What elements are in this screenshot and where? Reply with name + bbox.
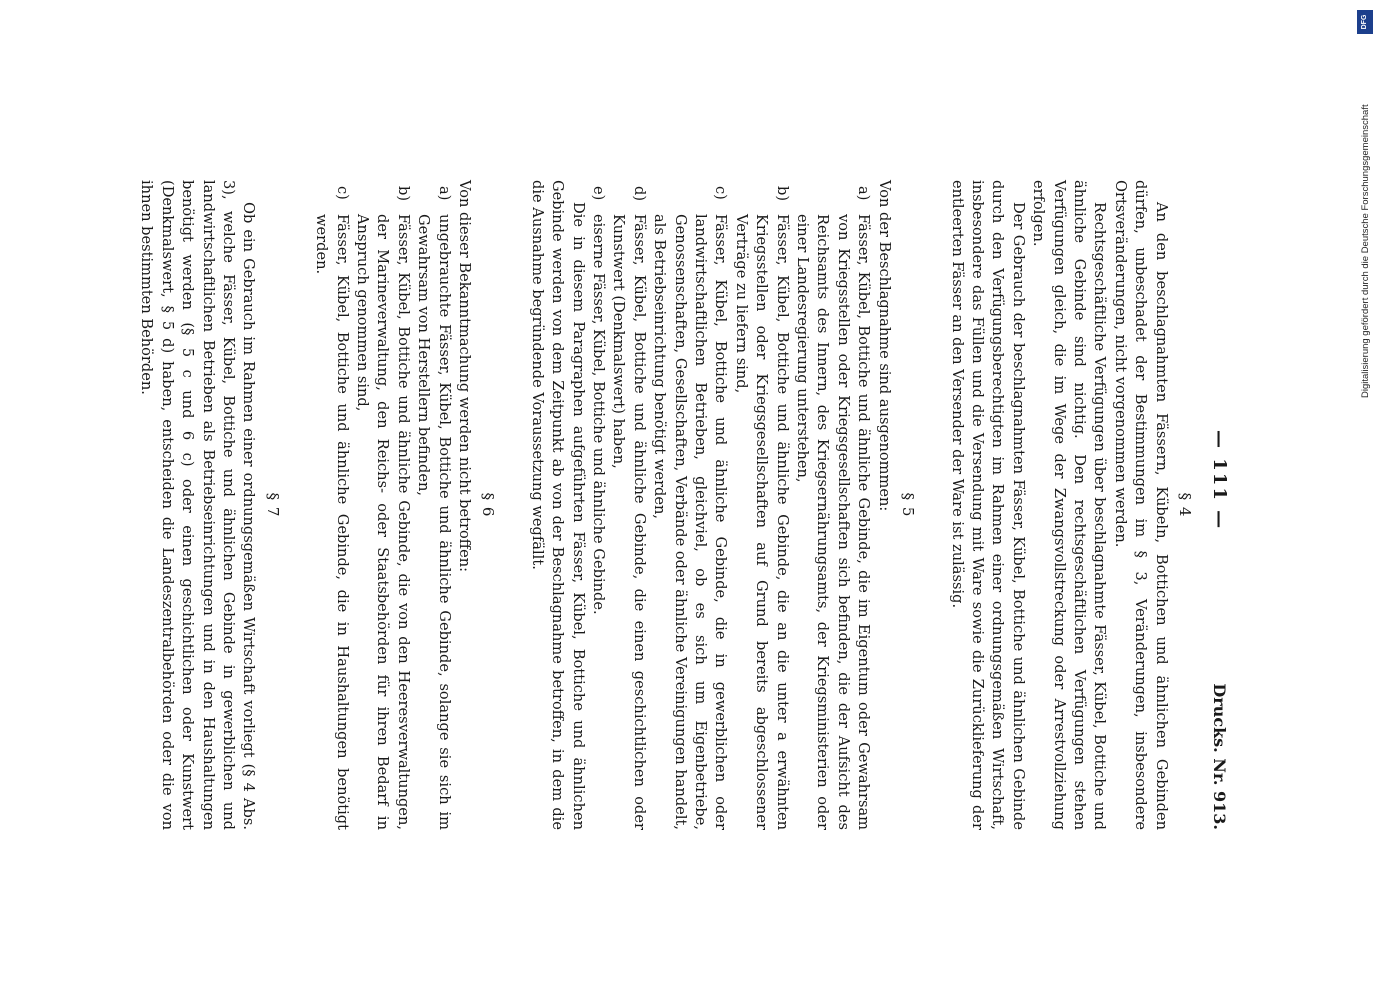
credit-text: Digitalisierung gefördert durch die Deutsche Forschungsgemeinschaft bbox=[1360, 104, 1371, 398]
document-body bbox=[136, 180, 1235, 830]
list-item bbox=[588, 180, 608, 830]
list-marker: d) bbox=[630, 186, 648, 202]
list-item bbox=[413, 180, 454, 830]
section-5-list bbox=[588, 180, 874, 830]
section-6-list bbox=[311, 180, 454, 830]
document-number: Drucks. Nr. 913. bbox=[1210, 683, 1229, 830]
list-item-text: eiserne Fässer, Kübel, Bottiche und ähnliche Gebinde. bbox=[590, 214, 608, 615]
page-header bbox=[1201, 180, 1235, 830]
section-4-paragraph-2: Rechtsgeschäftliche Verfügungen über beschlagnahmte Fässer, Kübel, Bottiche und ähnliche Gebinde sind nichtig. Den rechtsgeschäftlichen Verfügungen stehen Verfügungen gleich, die im Wege der Zwangsvollstreckung oder Arrestvollziehung erfolgen. bbox=[1030, 180, 1109, 830]
section-4-paragraph-3: Der Gebrauch der beschlagnahmten Fässer, Kübel, Bottiche und ähnlichen Gebinde durch den Verfügungsberechtigten im Rahmen einer ordnungsgemäßen Wirtschaft, insbesondere das Füllen und die Versendung mit Ware sowie die Zurücklieferung der entleerten Fässer an den Versender der Ware ist zulässig. bbox=[948, 180, 1027, 830]
list-item-text: Fässer, Kübel, Bottiche und ähnliche Gebinde, die in Haushaltungen benötigt werden. bbox=[313, 214, 351, 830]
section-7-paragraph-1: Ob ein Gebrauch im Rahmen einer ordnungsgemäßen Wirtschaft vorliegt (§ 4 Abs. 3), welche Fässer, Kübel, Bottiche und ähnlichen Gebinde in gewerblichen und landwirtschaftlichen Betrieben als Betriebseinrichtungen und in den Haushaltungen benötigt werden (§ 5 c und 6 c) oder einen geschichtlichen oder Kunstwert (Denkmalswert, § 5 d) haben, entscheiden die Landeszentralbehörden oder die von ihnen bestimmten Behörden. bbox=[138, 180, 258, 830]
list-marker: c) bbox=[333, 186, 351, 200]
list-item-text: Fässer, Kübel, Bottiche und ähnliche Gebinde, die von den Heeresverwaltungen, der Marineverwaltung, den Reichs- oder Staatsbehörden für ihren Bedarf in Anspruch genommen sind, bbox=[353, 214, 412, 830]
list-item bbox=[649, 180, 731, 830]
list-item-text: Fässer, Kübel, Bottiche und ähnliche Gebinde, die einen geschichtlichen oder Kunstwert (Denkmalswert) haben, bbox=[610, 214, 648, 830]
list-item bbox=[792, 180, 874, 830]
list-item bbox=[608, 180, 649, 830]
section-spacer bbox=[504, 180, 526, 830]
section-6-title: § 6 bbox=[479, 492, 498, 518]
list-item bbox=[352, 180, 413, 830]
section-6-intro: Von dieser Bekanntmachung werden nicht betroffen: bbox=[456, 180, 473, 573]
list-item bbox=[730, 180, 791, 830]
section-5-intro: Von der Beschlagnahme sind ausgenommen: bbox=[875, 180, 893, 512]
list-marker: a) bbox=[435, 186, 453, 201]
section-4-title: § 4 bbox=[1176, 492, 1194, 518]
section-spacer bbox=[924, 180, 946, 830]
list-marker: c) bbox=[712, 186, 730, 200]
list-marker: e) bbox=[590, 186, 608, 201]
list-item-text: Fässer, Kübel, Bottiche und ähnliche Gebinde, die im Eigentum oder Gewahrsam von Kriegsstellen oder Kriegsgesellschaften sich befinden, die der Aufsicht des Reichsamts des Innern, des Kriegsernährungsamts, der Kriegsministerien oder einer Landesregierung unterstehen, bbox=[794, 214, 873, 830]
section-4-paragraph-1: An den beschlagnahmten Fässern, Kübeln, Bottichen und ähnlichen Gebinden dürfen, unbeschadet der Bestimmungen im § 3, Veränderungen, insbesondere Ortsveränderungen, nicht vorgenommen werden. bbox=[1111, 180, 1170, 830]
rotated-document-page bbox=[115, 0, 1245, 1000]
section-spacer bbox=[289, 180, 311, 830]
dfg-logo-text: DFG bbox=[1361, 14, 1368, 30]
list-marker: b) bbox=[773, 186, 791, 202]
section-5-closing: Die in diesem Paragraphen aufgeführten Fässer, Kübel, Bottiche und ähnlichen Gebinde werden von dem Zeitpunkt ab von der Beschlagnahme betroffen, in dem die die Ausnahme begründende Voraussetzung wegfällt. bbox=[528, 180, 587, 830]
section-7-title: § 7 bbox=[263, 492, 282, 518]
section-5-title: § 5 bbox=[899, 492, 918, 518]
list-marker: b) bbox=[394, 186, 412, 202]
digitization-credit bbox=[1356, 10, 1376, 990]
page-number: — 111 — bbox=[1209, 430, 1230, 531]
list-item bbox=[311, 180, 352, 830]
list-item-text: Fässer, Kübel, Bottiche und ähnliche Gebinde, die in gewerblichen oder landwirtschaftlichen Betrieben, gleichviel, ob es sich um Eigenbetriebe, Genossenschaften, Gesellschaften, Verbände oder ähnliche Vereinigungen handelt, als Betriebseinrichtung benötigt werden, bbox=[651, 214, 730, 830]
list-item-text: Fässer, Kübel, Bottiche und ähnliche Gebinde, die an die unter a erwähnten Kriegsstellen oder Kriegsgesellschaften auf Grund bereits abgeschlossener Verträge zu liefern sind, bbox=[732, 214, 791, 830]
list-item-text: ungebrauchte Fässer, Kübel, Bottiche und ähnliche Gebinde, solange sie sich im Gewahrsam von Herstellern befinden, bbox=[415, 214, 453, 830]
list-marker: a) bbox=[855, 186, 873, 201]
